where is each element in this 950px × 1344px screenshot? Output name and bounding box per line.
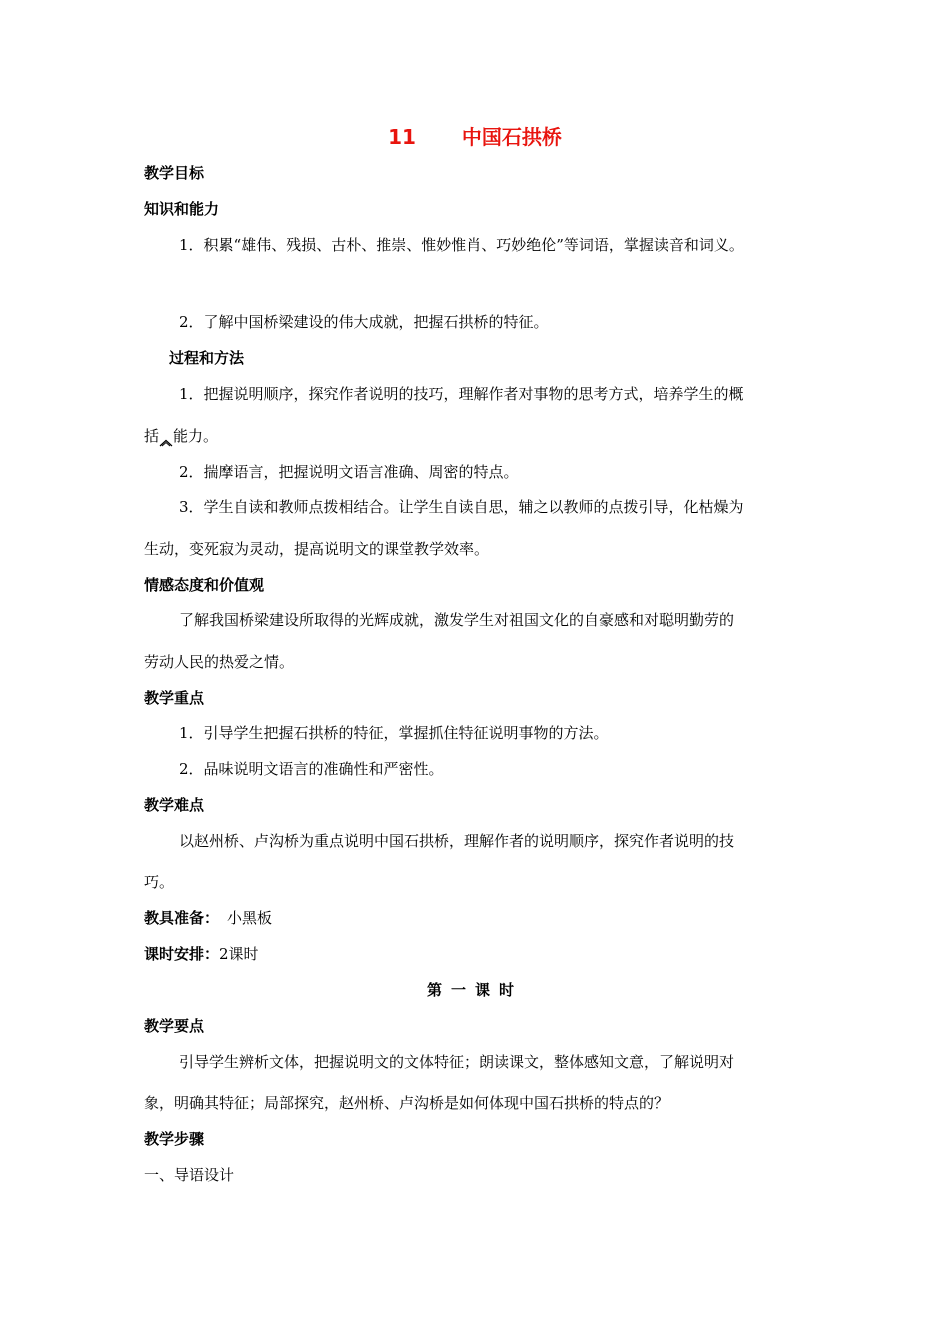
knowledge-heading: 知识和能力 <box>144 200 220 218</box>
key-point-1: 1．引导学生把握石拱桥的特征，掌握抓住特征说明事物的方法。 <box>179 724 609 742</box>
knowledge-item-2: 2．了解中国桥梁建设的伟大成就，把握石拱桥的特征。 <box>179 313 549 331</box>
goals-heading: 教学目标 <box>144 164 205 182</box>
key-point-2: 2．品味说明文语言的准确性和严密性。 <box>179 760 444 778</box>
schedule-value: 2课时 <box>219 945 259 963</box>
tools-value: 小黑板 <box>227 909 273 927</box>
teaching-points-line-1: 引导学生辨析文体，把握说明文的文体特征；朗读课文，整体感知文意，了解说明对 <box>179 1053 735 1071</box>
emotion-line-2: 劳动人民的热爱之情。 <box>144 653 295 671</box>
process-heading: 过程和方法 <box>169 349 245 367</box>
process-item-1-text-b: 能力。 <box>173 427 219 445</box>
lesson-heading: 第一课时 <box>426 981 523 999</box>
title-number: 11 <box>388 125 416 149</box>
process-item-1-line-1: 1．把握说明顺序，探究作者说明的技巧，理解作者对事物的思考方式，培养学生的概 <box>179 385 744 403</box>
key-points-heading: 教学重点 <box>144 689 205 707</box>
teaching-steps-heading: 教学步骤 <box>144 1130 205 1148</box>
difficulty-line-2: 巧。 <box>144 873 175 891</box>
teaching-points-heading: 教学要点 <box>144 1017 205 1035</box>
process-item-3-line-1: 3．学生自读和教师点拨相结合。让学生自读自思，辅之以教师的点拨引导，化枯燥为 <box>179 498 744 516</box>
tools-label: 教具准备： <box>144 909 220 927</box>
knowledge-item-1: 1．积累“雄伟、残损、古朴、推崇、惟妙惟肖、巧妙绝伦”等词语，掌握读音和词义。 <box>179 236 744 254</box>
process-item-2: 2．揣摩语言，把握说明文语言准确、周密的特点。 <box>179 463 519 481</box>
caret-mark-icon <box>159 432 173 440</box>
document-title <box>0 124 950 150</box>
schedule-line <box>144 944 259 964</box>
teaching-points-line-2: 象，明确其特征；局部探究，赵州桥、卢沟桥是如何体现中国石拱桥的特点的？ <box>144 1094 670 1112</box>
emotion-line-1: 了解我国桥梁建设所取得的光辉成就，激发学生对祖国文化的自豪感和对聪明勤劳的 <box>179 611 735 629</box>
process-item-1-line-2 <box>144 426 218 446</box>
emotion-heading: 情感态度和价值观 <box>144 576 265 594</box>
process-item-3-line-2: 生动，变死寂为灵动，提高说明文的课堂教学效率。 <box>144 540 490 558</box>
difficulty-line-1: 以赵州桥、卢沟桥为重点说明中国石拱桥，理解作者的说明顺序，探究作者说明的技 <box>179 832 735 850</box>
tools-line <box>144 908 272 928</box>
process-item-1-text-a: 括 <box>144 427 160 445</box>
schedule-label: 课时安排： <box>144 945 220 963</box>
title-text: 中国石拱桥 <box>461 125 562 149</box>
step-1: 一、导语设计 <box>144 1166 235 1184</box>
difficulty-heading: 教学难点 <box>144 796 205 814</box>
